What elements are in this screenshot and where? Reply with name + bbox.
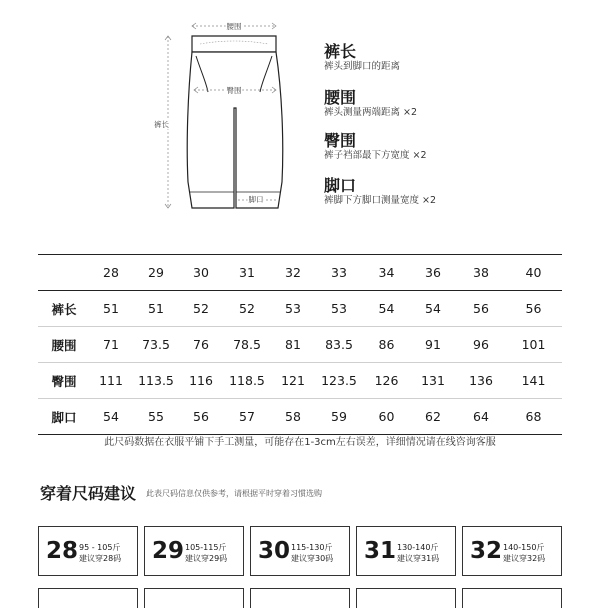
- card-weight: 115-130斤: [291, 543, 333, 552]
- card-weight: 140-150斤: [503, 543, 545, 552]
- row-label: 臀围: [38, 363, 90, 399]
- size-card-partial: [144, 588, 244, 608]
- legend-title: 裤长: [324, 42, 357, 61]
- table-cell: 76: [180, 327, 222, 363]
- table-cell: 57: [222, 399, 272, 435]
- table-cell: 113.5: [132, 363, 180, 399]
- legend-length: [324, 43, 524, 73]
- size-card-partial: [250, 588, 350, 608]
- table-cell: 71: [90, 327, 132, 363]
- size-card-partial: [38, 588, 138, 608]
- table-cell: 52: [180, 291, 222, 327]
- table-cell: 53: [272, 291, 314, 327]
- card-size: 28: [46, 538, 79, 564]
- table-cell: 81: [272, 327, 314, 363]
- legend-title: 臀围: [324, 131, 357, 150]
- size-card-partial: [462, 588, 562, 608]
- legend-hem: [324, 177, 524, 207]
- size-card: [38, 526, 138, 576]
- size-header-cell: 38: [457, 255, 505, 291]
- size-card: [356, 526, 456, 576]
- legend-hip: [324, 132, 524, 162]
- header-empty: [38, 255, 90, 291]
- table-row-hem: [38, 399, 562, 435]
- table-cell: 51: [132, 291, 180, 327]
- row-label: 腰围: [38, 327, 90, 363]
- table-cell: 62: [409, 399, 457, 435]
- table-cell: 83.5: [314, 327, 364, 363]
- table-cell: 53: [314, 291, 364, 327]
- row-label: 裤长: [38, 291, 90, 327]
- legend-title: 腰围: [324, 88, 357, 107]
- table-cell: 118.5: [222, 363, 272, 399]
- table-cell: 56: [180, 399, 222, 435]
- card-recommend: 建议穿32码: [503, 554, 546, 563]
- card-size: 31: [364, 538, 397, 564]
- waist-label: 腰围: [226, 22, 242, 31]
- table-cell: 56: [457, 291, 505, 327]
- table-cell: 68: [505, 399, 562, 435]
- table-cell: 73.5: [132, 327, 180, 363]
- table-cell: 111: [90, 363, 132, 399]
- card-recommend: 建议穿28码: [79, 554, 122, 563]
- size-header-cell: 31: [222, 255, 272, 291]
- table-cell: 121: [272, 363, 314, 399]
- table-cell: 54: [409, 291, 457, 327]
- size-header-cell: 33: [314, 255, 364, 291]
- table-cell: 126: [364, 363, 409, 399]
- table-cell: 78.5: [222, 327, 272, 363]
- table-cell: 101: [505, 327, 562, 363]
- legend-desc: 裤子裆部最下方宽度 ×2: [324, 150, 427, 161]
- recommend-title: 穿着尺码建议: [40, 484, 137, 503]
- table-cell: 91: [409, 327, 457, 363]
- card-weight: 105-115斤: [185, 543, 227, 552]
- recommend-subtitle: 此表尺码信息仅供参考，请根据平时穿着习惯选购: [146, 489, 322, 498]
- hem-label: 脚口: [248, 195, 264, 204]
- card-size: 32: [470, 538, 503, 564]
- size-header-cell: 40: [505, 255, 562, 291]
- size-card: [462, 526, 562, 576]
- row-label: 脚口: [38, 399, 90, 435]
- table-cell: 58: [272, 399, 314, 435]
- size-header-cell: 29: [132, 255, 180, 291]
- table-cell: 59: [314, 399, 364, 435]
- table-cell: 123.5: [314, 363, 364, 399]
- table-cell: 131: [409, 363, 457, 399]
- size-table: [38, 254, 562, 435]
- legend-desc: 裤头测量两端距离 ×2: [324, 107, 418, 118]
- size-header-cell: 28: [90, 255, 132, 291]
- size-header-cell: 34: [364, 255, 409, 291]
- table-cell: 86: [364, 327, 409, 363]
- size-header-cell: 30: [180, 255, 222, 291]
- length-label: 裤长: [154, 120, 169, 129]
- table-cell: 56: [505, 291, 562, 327]
- legend-desc: 裤头到脚口的距离: [324, 61, 401, 72]
- table-cell: 136: [457, 363, 505, 399]
- card-recommend: 建议穿29码: [185, 554, 228, 563]
- table-cell: 116: [180, 363, 222, 399]
- size-header-row: [38, 255, 562, 291]
- table-cell: 96: [457, 327, 505, 363]
- size-header-cell: 36: [409, 255, 457, 291]
- table-cell: 141: [505, 363, 562, 399]
- table-cell: 52: [222, 291, 272, 327]
- size-header-cell: 32: [272, 255, 314, 291]
- card-weight: 95 - 105斤: [79, 543, 121, 552]
- card-size: 30: [258, 538, 291, 564]
- card-weight: 130-140斤: [397, 543, 439, 552]
- legend-title: 脚口: [324, 176, 357, 195]
- table-row-waist: [38, 327, 562, 363]
- card-size: 29: [152, 538, 185, 564]
- pants-diagram: [150, 12, 320, 224]
- card-recommend: 建议穿31码: [397, 554, 440, 563]
- table-cell: 54: [364, 291, 409, 327]
- table-cell: 64: [457, 399, 505, 435]
- table-cell: 60: [364, 399, 409, 435]
- size-card: [144, 526, 244, 576]
- hip-label: 臀围: [226, 86, 242, 95]
- measurement-note: 此尺码数据在衣服平铺下手工测量，可能存在1-3cm左右误差，详细情况请在线咨询客服: [104, 437, 496, 448]
- legend-desc: 裤脚下方脚口测量宽度 ×2: [324, 195, 437, 206]
- card-recommend: 建议穿30码: [291, 554, 334, 563]
- table-cell: 54: [90, 399, 132, 435]
- table-cell: 51: [90, 291, 132, 327]
- size-card-partial: [356, 588, 456, 608]
- table-row-hip: [38, 363, 562, 399]
- legend-waist: [324, 89, 524, 119]
- table-row-length: [38, 291, 562, 327]
- size-card: [250, 526, 350, 576]
- table-cell: 55: [132, 399, 180, 435]
